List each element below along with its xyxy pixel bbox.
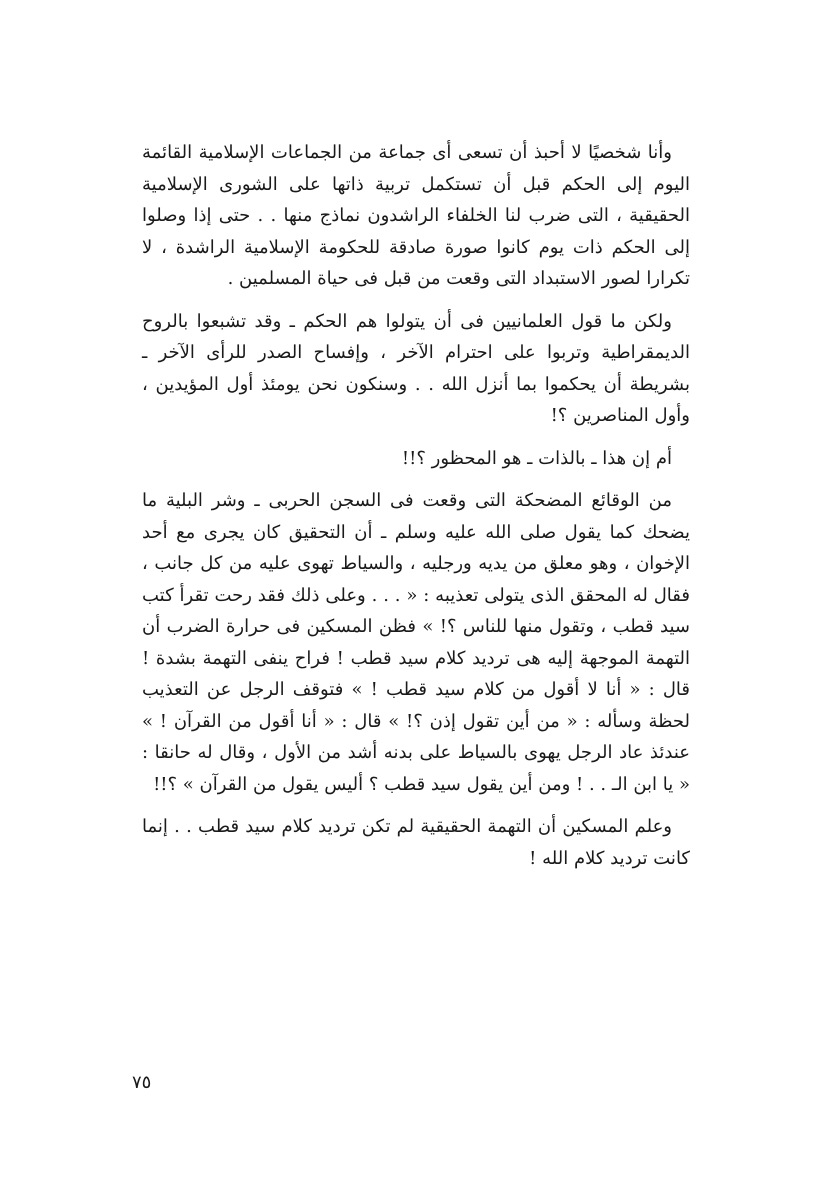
paragraph-1: وأنا شخصيًا لا أحبذ أن تسعى أى جماعة من الجماعات الإسلامية القائمة اليوم إلى الحكم قبل أن تستكمل تربية ذاتها على الشورى الإسلامية الحقيقية ، التى ضرب لنا الخلفاء الراشدون نماذج منها . . حتى إذا وصلوا إلى الحكم ذات يوم كانوا صورة صادقة للحكومة الإسلامية الراشدة ، لا تكرارا لصور الاستبداد التى وقعت من قبل فى حياة المسلمين . (142, 142, 690, 289)
paragraph-4: من الوقائع المضحكة التى وقعت فى السجن الحربى ـ وشر البلية ما يضحك كما يقول صلى الله عليه وسلم ـ أن التحقيق كان يجرى مع أحد الإخوان ، وهو معلق من يديه ورجليه ، والسياط تهوى عليه من كل جانب ، فقال له المحقق الذى يتولى تعذيبه : « . . . وعلى ذلك فقد رحت تقرأ كتب سيد قطب ، وتقول منها للناس ؟! » فظن المسكين فى حرارة الضرب أن التهمة الموجهة إليه هى ترديد كلام سيد قطب ! فراح ينفى التهمة بشدة ! قال : « أنا لا أقول من كلام سيد قطب ! » فتوقف الرجل عن التعذيب لحظة وسأله : « من أين تقول إذن ؟! » قال : « أنا أقول من القرآن ! » عندئذ عاد الرجل يهوى بالسياط على بدنه أشد من الأول ، وقال له حانقا : « يا ابن الـ . . ! ومن أين يقول سيد قطب ؟ أليس يقول من القرآن » ؟!! (142, 490, 690, 795)
paragraph-5: وعلم المسكين أن التهمة الحقيقية لم تكن ترديد كلام سيد قطب . . إنما كانت ترديد كلام الله ! (142, 816, 690, 869)
paragraph-3: أم إن هذا ـ بالذات ـ هو المحظور ؟!! (401, 447, 672, 469)
body-text (142, 137, 690, 885)
page-number: ٧٥ (132, 1072, 152, 1093)
paragraph-2: ولكن ما قول العلمانيين فى أن يتولوا هم الحكم ـ وقد تشبعوا بالروح الديمقراطية وتربوا على احترام الآخر ، وإفساح الصدر للرأى الآخر ـ بشريطة أن يحكموا بما أنزل الله . . وسنكون نحن يومئذ أول المؤيدين ، وأول المناصرين ؟! (142, 310, 690, 426)
